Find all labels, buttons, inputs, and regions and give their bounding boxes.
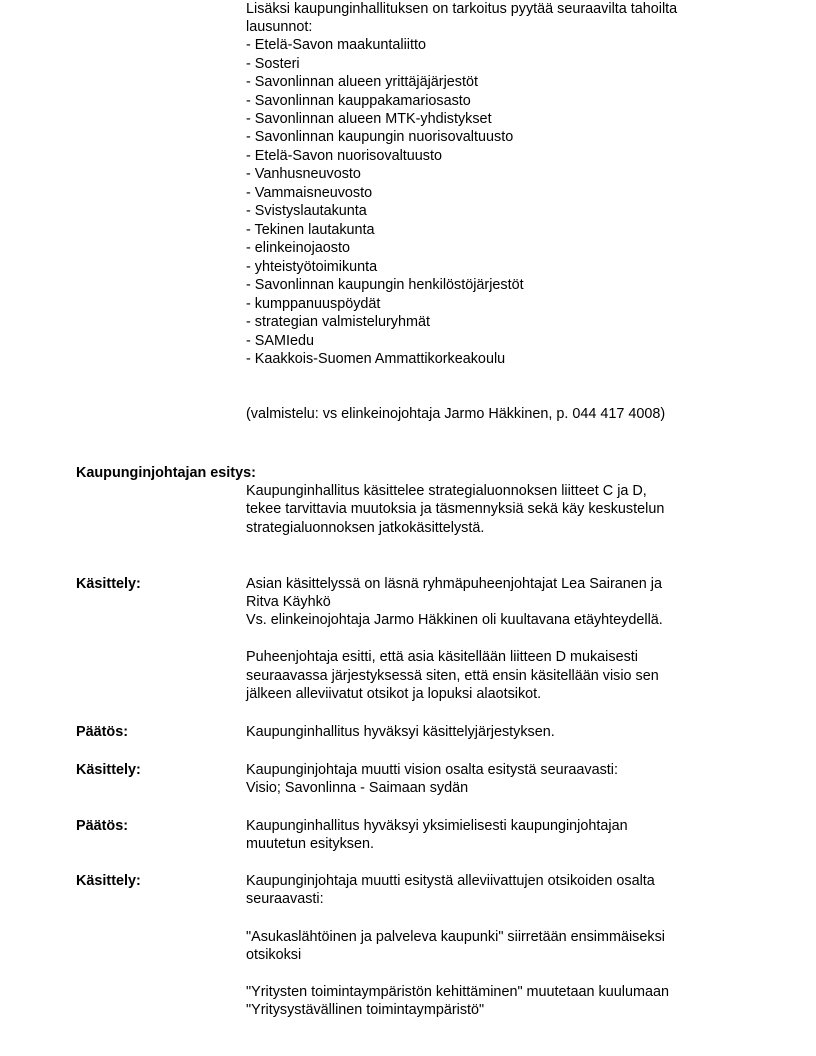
body-line: Puheenjohtaja esitti, että asia käsitellään liitteen D mukaisesti — [246, 649, 638, 665]
list-item: - strategian valmisteluryhmät — [246, 314, 430, 330]
section-label: Käsittely: — [76, 762, 141, 778]
body-line: "Yritysystävällinen toimintaympäristö" — [246, 1002, 485, 1018]
intro-line: lausunnot: — [246, 19, 313, 35]
list-item: - Etelä-Savon maakuntaliitto — [246, 37, 426, 53]
section-label: Käsittely: — [76, 576, 141, 592]
list-item: - Kaakkois-Suomen Ammattikorkeakoulu — [246, 351, 506, 367]
body-line: Visio; Savonlinna - Saimaan sydän — [246, 780, 469, 796]
list-item: - Vammaisneuvosto — [246, 185, 373, 201]
list-item: - Savonlinnan kaupungin henkilöstöjärjestöt — [246, 277, 524, 293]
proposal-line: tekee tarvittavia muutoksia ja täsmennyksiä sekä käy keskustelun — [246, 501, 665, 517]
proposal-line: Kaupunginhallitus käsittelee strategialuonnoksen liitteet C ja D, — [246, 483, 647, 499]
list-item: - Tekinen lautakunta — [246, 222, 375, 238]
list-item: - Savonlinnan alueen MTK-yhdistykset — [246, 111, 492, 127]
list-item: - Savonlinnan alueen yrittäjäjärjestöt — [246, 74, 478, 90]
section-label: Päätös: — [76, 818, 128, 834]
body-line: Ritva Käyhkö — [246, 594, 331, 610]
list-item: - Etelä-Savon nuorisovaltuusto — [246, 148, 442, 164]
list-item: - elinkeinojaosto — [246, 240, 350, 256]
list-item: - Sosteri — [246, 56, 300, 72]
body-line: Kaupunginjohtaja muutti esitystä alleviivattujen otsikoiden osalta — [246, 873, 655, 889]
body-line: seuraavassa järjestyksessä siten, että ensin käsitellään visio sen — [246, 668, 659, 684]
body-line: Kaupunginhallitus hyväksyi yksimielisesti kaupunginjohtajan — [246, 818, 628, 834]
list-item: - Svistyslautakunta — [246, 203, 367, 219]
body-line: "Asukaslähtöinen ja palveleva kaupunki" siirretään ensimmäiseksi — [246, 929, 665, 945]
section-label: Kaupunginjohtajan esitys: — [76, 465, 256, 481]
list-item: - Savonlinnan kaupungin nuorisovaltuusto — [246, 129, 514, 145]
body-line: jälkeen alleviivatut otsikot ja lopuksi alaotsikot. — [246, 686, 542, 702]
list-item: - Savonlinnan kauppakamariosasto — [246, 93, 471, 109]
body-line: Kaupunginhallitus hyväksyi käsittelyjärjestyksen. — [246, 724, 555, 740]
body-line: "Yritysten toimintaympäristön kehittäminen" muutetaan kuulumaan — [246, 984, 669, 1000]
body-line: Vs. elinkeinojohtaja Jarmo Häkkinen oli kuultavana etäyhteydellä. — [246, 612, 663, 628]
section-label: Käsittely: — [76, 873, 141, 889]
list-item: - yhteistyötoimikunta — [246, 259, 378, 275]
section-label: Päätös: — [76, 724, 128, 740]
proposal-line: strategialuonnoksen jatkokäsittelystä. — [246, 520, 485, 536]
body-line: muutetun esityksen. — [246, 836, 374, 852]
body-line: otsikoksi — [246, 947, 302, 963]
list-item: - SAMIedu — [246, 333, 314, 349]
body-line: seuraavasti: — [246, 891, 324, 907]
intro-line: Lisäksi kaupunginhallituksen on tarkoitus pyytää seuraavilta tahoilta — [246, 1, 678, 17]
list-item: - Vanhusneuvosto — [246, 166, 361, 182]
body-line: Kaupunginjohtaja muutti vision osalta esitystä seuraavasti: — [246, 762, 618, 778]
body-line: Asian käsittelyssä on läsnä ryhmäpuheenjohtajat Lea Sairanen ja — [246, 576, 662, 592]
preparer-note: (valmistelu: vs elinkeinojohtaja Jarmo Häkkinen, p. 044 417 4008) — [246, 406, 666, 422]
list-item: - kumppanuuspöydät — [246, 296, 381, 312]
